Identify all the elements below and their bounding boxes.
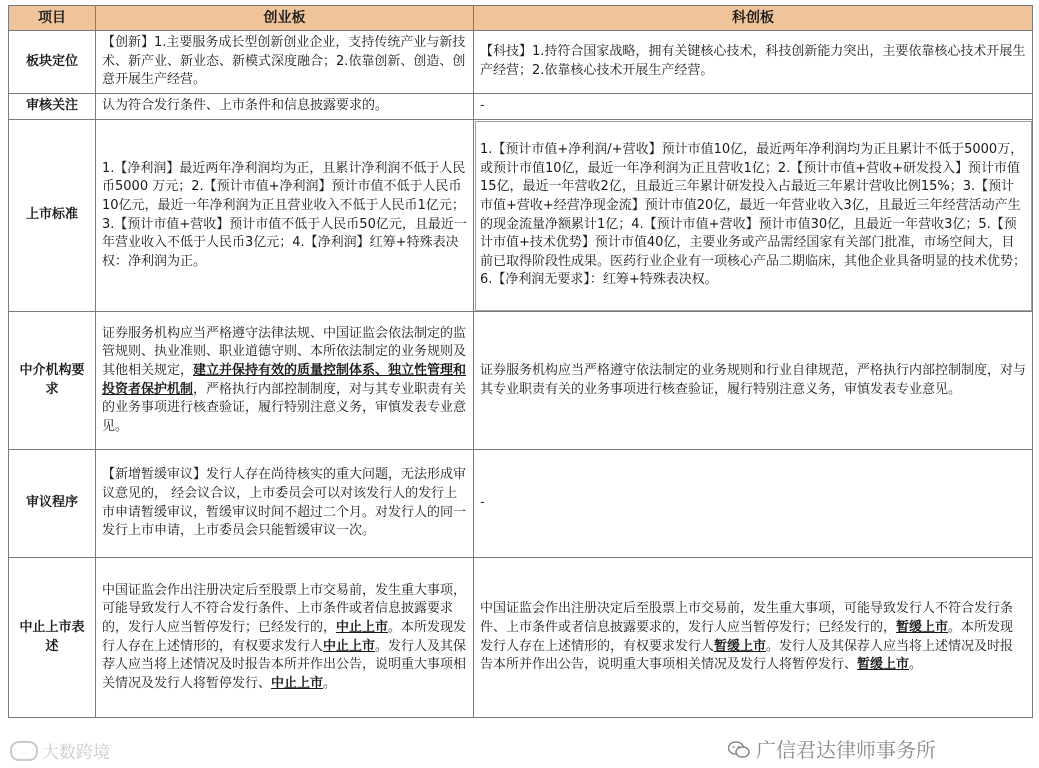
- star-market-cell: 证券服务机构应当严格遵守依法制定的业务规则和行业自律规范，严格执行内部控制制度，对与其专业职责有关的业务事项进行核查验证，履行特别注意义务，审慎发表专业意见。: [474, 312, 1033, 450]
- table-row: [9, 94, 1033, 120]
- chinext-cell: 1.【净利润】最近两年净利润均为正，且累计净利润不低于人民币5000 万元；2.【预计市值+净利润】预计市值不低于人民币10亿元，最近一年净利润为正且营业收入不低于人民币1亿元；3.【预计市值+营收】预计市值不低于人民币50亿元，且最近一年营业收入不低于人民币3亿元；4.【净利润】红筹+特殊表决权：净利润为正。: [96, 120, 474, 312]
- cell-text: 。: [909, 657, 923, 673]
- emphasis-text: 暂缓上市: [896, 619, 949, 635]
- row-label: 审议程序: [9, 450, 96, 558]
- wechat-icon: [728, 741, 750, 759]
- table-row: [9, 120, 1033, 312]
- header-star-market: 科创板: [474, 6, 1033, 31]
- cell-text: 。本所发现发行人存在上述情形的，有权要求发行人: [102, 619, 467, 654]
- comparison-table: [8, 5, 1033, 718]
- header-item: 项目: [9, 6, 96, 31]
- star-market-cell: 1.【预计市值+净利润/+营收】预计市值10亿，最近两年净利润均为正且累计不低于5000万，或预计市值10亿，最近一年净利润为正且营收1亿；2.【预计市值+营收+研发投入】预计市值15亿，最近一年营收2亿，且最近三年累计研发投入占最近三年累计营收比例15%；3.【预计市值+营收+经营净现金流】预计市值20亿，最近一年营业收入3亿，且最近三年经营活动产生的现金流量净额累计1亿；4.【预计市值+营收】预计市值30亿，且最近一年营收3亿；5.【预计市值+技术优势】预计市值40亿，主要业务或产品需经国家有关部门批准，市场空间大，目前已取得阶段性成果。医药行业企业有一项核心产品二期临床，其他企业具备明显的技术优势；6.【净利润无要求】：红筹+特殊表决权。: [474, 120, 1033, 312]
- cell-text: 中国证监会作出注册决定后至股票上市交易前，发生重大事项，可能导致发行人不符合发行条件、上市条件或者信息披露要求的，发行人应当暂停发行；已经发行的，: [480, 601, 1014, 635]
- watermark-right: [728, 734, 936, 763]
- watermark-left-text: 大数跨境: [42, 743, 110, 763]
- emphasis-text: 建立并保持有效的质量控制体系、独立性管理和投资者保护机制: [102, 362, 467, 397]
- table-header-row: [9, 6, 1033, 31]
- row-label: 中止上市表述: [9, 558, 96, 718]
- row-label: 中介机构要求: [9, 312, 96, 450]
- row-label: 板块定位: [9, 31, 96, 94]
- emphasis-text: 暂缓上市: [714, 638, 767, 654]
- watermark-left: [10, 738, 110, 763]
- cell-text: 。发行人及其保荐人应当将上述情况及时报告本所并作出公告，说明重大事项相关情况及发行人将暂停发行、: [480, 638, 1014, 673]
- cell-text: 证券服务机构应当严格遵守法律法规、中国证监会依法制定的监管规则、执业准则、职业道德守则、本所依法制定的业务规则及其他相关规定，: [102, 325, 467, 378]
- chinext-cell: 【创新】1.主要服务成长型创新创业企业，支持传统产业与新技术、新产业、新业态、新模式深度融合；2.依靠创新、创造、创意开展生产经营。: [96, 31, 474, 94]
- table-row: [9, 450, 1033, 558]
- emphasis-text: 中止上市: [336, 619, 389, 635]
- cell-text: 。发行人及其保荐人应当将上述情况及时报告本所并作出公告，说明重大事项相关情况及发行人将暂停发行、: [102, 638, 467, 691]
- star-market-cell: 【科技】1.持符合国家战略，拥有关键核心技术，科技创新能力突出，主要依靠核心技术开展生产经营；2.依靠核心技术开展生产经营。: [474, 31, 1033, 94]
- emphasis-text: 暂缓上市: [857, 657, 910, 673]
- chinext-cell: 【新增暂缓审议】发行人存在尚待核实的重大问题，无法形成审议意见的， 经会议合议，上市委员会可以对该发行人的发行上市申请暂缓审议，暂缓审议时间不超过二个月。对发行人的同一发行上市申请，上市委员会只能暂缓审议一次。: [96, 450, 474, 558]
- emphasis-text: 中止上市: [271, 675, 324, 691]
- chinext-cell: [96, 558, 474, 718]
- star-market-cell: [474, 558, 1033, 718]
- table-row: [9, 31, 1033, 94]
- star-market-cell: -: [474, 450, 1033, 558]
- table-row: [9, 558, 1033, 718]
- cell-text: 。本所发现发行人存在上述情形的，有权要求发行人: [480, 619, 1014, 654]
- emphasis-text: 中止上市: [323, 638, 376, 654]
- chinext-cell: 认为符合发行条件、上市条件和信息披露要求的。: [96, 94, 474, 120]
- watermark-logo-icon: [10, 741, 38, 761]
- header-chinext: 创业板: [96, 6, 474, 31]
- cell-text: ，严格执行内部控制制度，对与其专业职责有关的业务事项进行核查验证，履行特别注意义务，审慎发表专业意见。: [102, 381, 467, 434]
- table-row: [9, 312, 1033, 450]
- chinext-cell: [96, 312, 474, 450]
- cell-text: 中国证监会作出注册决定后至股票上市交易前，发生重大事项，可能导致发行人不符合发行条件、上市条件或者信息披露要求的，发行人应当暂停发行；已经发行的，: [102, 582, 467, 635]
- watermark-right-text: 广信君达律师事务所: [756, 738, 936, 762]
- star-market-cell: -: [474, 94, 1033, 120]
- cell-text: 。: [323, 675, 337, 691]
- row-label: 审核关注: [9, 94, 96, 120]
- row-label: 上市标准: [9, 120, 96, 312]
